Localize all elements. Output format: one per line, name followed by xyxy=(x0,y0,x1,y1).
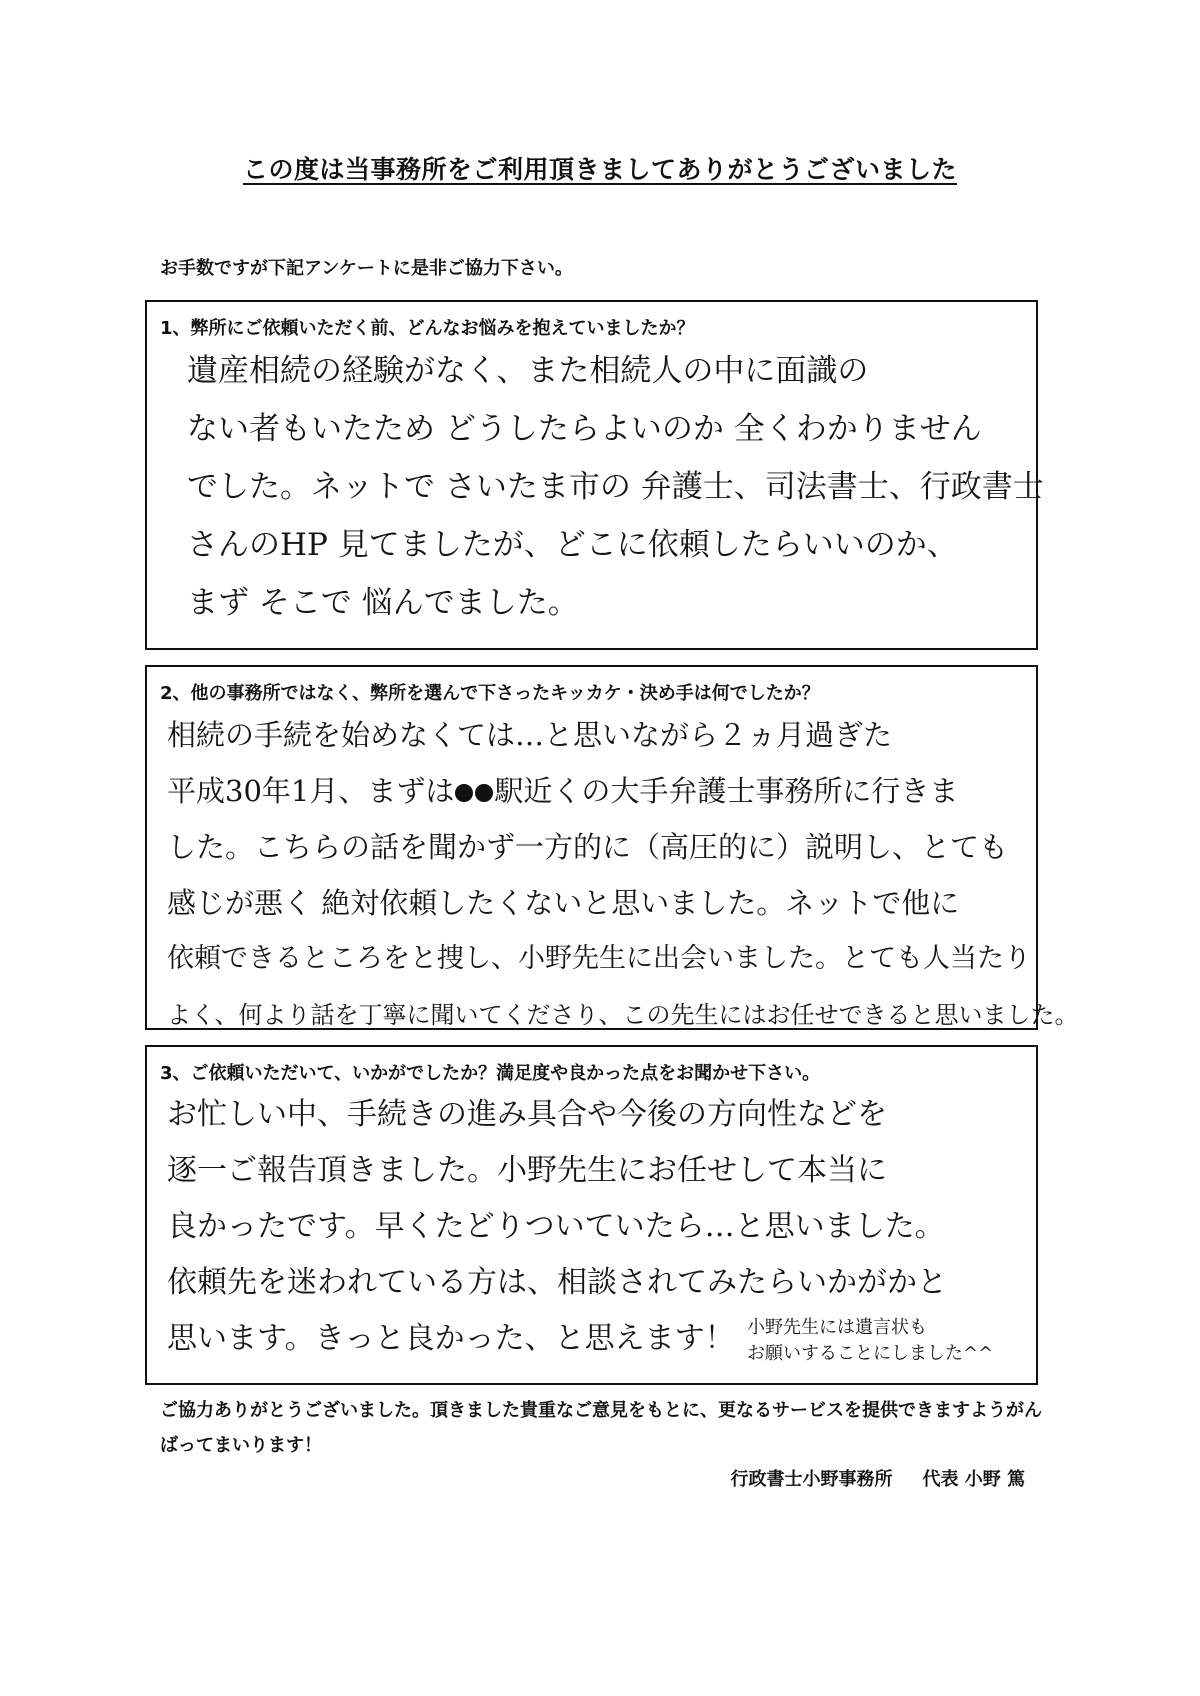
answer-line: 遺産相続の経験がなく、また相続人の中に面識の xyxy=(187,353,869,389)
redaction-mark xyxy=(455,784,473,802)
note-line: お願いすることにしました^^ xyxy=(747,1343,994,1364)
answer-line: 依頼できるところをと捜し、小野先生に出会いました。とても人当たり xyxy=(167,943,1031,974)
question-1-answer xyxy=(187,342,1044,632)
answer-line: 良かったです。早くたどりついていたら…と思いました。 xyxy=(167,1209,945,1244)
answer-line: 感じが悪く 絶対依頼したくないと思いました。ネットで他に xyxy=(167,886,960,920)
question-3-note xyxy=(747,1315,993,1367)
question-2-answer xyxy=(167,707,1079,1043)
answer-line: まず そこで 悩んでました。 xyxy=(187,585,579,621)
answer-line: 相続の手続を始めなくては…と思いながら２ヵ月過ぎた xyxy=(167,718,893,752)
page-title xyxy=(0,150,1200,186)
answer-line: お忙しい中、手続きの進み具合や今後の方向性などを xyxy=(167,1097,887,1132)
answer-line: さんのHP 見てましたが、どこに依頼したらいいのか、 xyxy=(187,527,958,563)
note-line: 小野先生には遺言状も xyxy=(747,1317,927,1338)
question-2-label: 2、他の事務所ではなく、弊所を選んで下さったキッカケ・決め手は何でしたか？ xyxy=(160,683,820,704)
answer-line: 逐一ご報告頂きました。小野先生にお任せして本当に xyxy=(167,1153,887,1188)
signature xyxy=(730,1465,1025,1491)
closing-message: ご協力ありがとうございました。頂きました貴重なご意見をもとに、更なるサービスを提供できますようがんばってまいります！ xyxy=(160,1400,1042,1456)
answer-line: ない者もいたため どうしたらよいのか 全くわかりません xyxy=(187,411,982,447)
answer-fragment: 平成30年1月、まずは xyxy=(167,774,455,808)
redaction-mark xyxy=(475,784,493,802)
answer-line: 依頼先を迷われている方は、相談されてみたらいかがかと xyxy=(167,1265,947,1300)
representative-name: 代表 小野 篤 xyxy=(922,1469,1025,1490)
answer-fragment: 駅近くの大手弁護士事務所に行きま xyxy=(494,774,959,808)
answer-line: 思います。きっと良かった、と思えます！ xyxy=(167,1321,735,1356)
answer-line: でした。ネットで さいたま市の 弁護士、司法書士、行政書士 xyxy=(187,469,1044,505)
question-1-label: 1、弊所にご依頼いただく前、どんなお悩みを抱えていましたか？ xyxy=(160,318,695,339)
office-name: 行政書士小野事務所 xyxy=(730,1469,893,1490)
page-title-text: この度は当事務所をご利用頂きましてありがとうございました xyxy=(242,155,957,184)
answer-line: よく、何より話を丁寧に聞いてくださり、この先生にはお任せできると思いました。 xyxy=(167,1001,1079,1029)
question-box-2 xyxy=(145,665,1079,1030)
question-3-label: 3、ご依頼いただいて、いかがでしたか？満足度や良かった点をお聞かせ下さい。 xyxy=(160,1063,821,1084)
survey-intro: お手数ですが下記アンケートに是非ご協力下さい。 xyxy=(160,258,573,279)
answer-line xyxy=(167,763,1079,819)
question-box-3 xyxy=(145,1045,1038,1385)
question-box-1 xyxy=(145,300,1044,650)
answer-line: した。こちらの話を聞かず一方的に（高圧的に）説明し、とても xyxy=(167,830,1009,864)
